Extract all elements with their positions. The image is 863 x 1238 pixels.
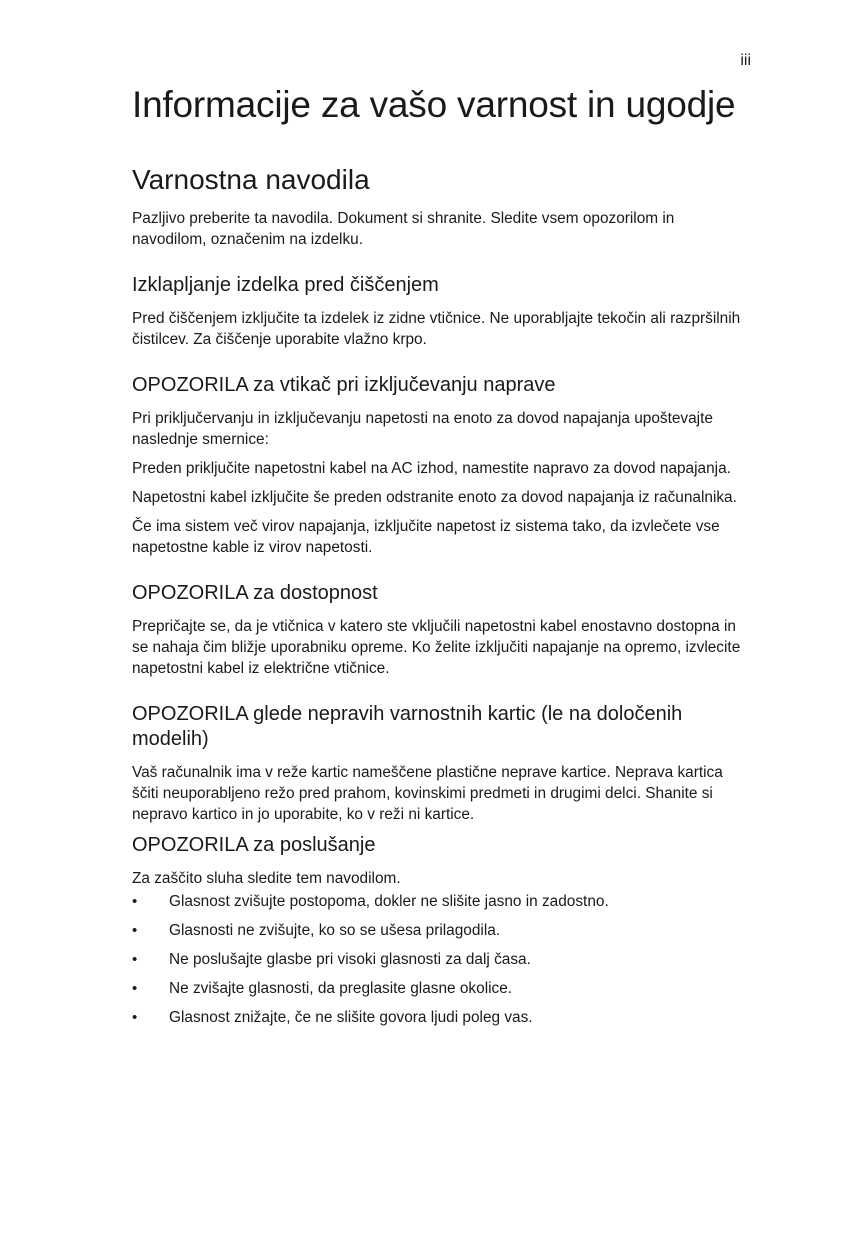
plug-warning-heading: OPOZORILA za vtikač pri izključevanju naprave	[132, 374, 556, 396]
list-item	[132, 949, 752, 970]
list-item-text: Glasnost zvišujte postopoma, dokler ne slišite jasno in zadostno.	[169, 893, 609, 910]
listening-section	[132, 833, 752, 1028]
plug-warning-paragraph: Preden priključite napetostni kabel na AC izhod, namestite napravo za dovod napajanja.	[132, 460, 731, 477]
bullet-icon: •	[132, 893, 138, 910]
plug-warning-paragraph: Pri priključervanju in izključevanju napetosti na enoto za dovod napajanja upoštevajte naslednje smernice:	[132, 410, 713, 448]
plug-warning-section	[132, 373, 752, 558]
listening-intro: Za zaščito sluha sledite tem navodilom.	[132, 870, 401, 887]
bullet-icon: •	[132, 980, 138, 997]
dummy-cards-heading: OPOZORILA glede nepravih varnostnih kartic (le na določenih modelih)	[132, 703, 683, 750]
accessibility-section	[132, 581, 752, 679]
cleaning-paragraph: Pred čiščenjem izključite ta izdelek iz zidne vtičnice. Ne uporabljajte tekočin ali razpršilnih čistilcev. Za čiščenje uporabite vlažno krpo.	[132, 310, 741, 348]
plug-warning-paragraph: Napetostni kabel izključite še preden odstranite enoto za dovod napajanja iz računalnika.	[132, 489, 737, 506]
list-item-text: Ne zvišajte glasnosti, da preglasite glasne okolice.	[169, 980, 513, 997]
list-item-text: Glasnost znižajte, če ne slišite govora ljudi poleg vas.	[169, 1009, 533, 1026]
bullet-icon: •	[132, 1009, 138, 1026]
listening-heading: OPOZORILA za poslušanje	[132, 834, 376, 856]
bullet-icon: •	[132, 922, 138, 939]
document-body	[132, 84, 752, 1051]
list-item	[132, 891, 752, 912]
dummy-cards-section	[132, 702, 752, 825]
cleaning-heading: Izklapljanje izdelka pred čiščenjem	[132, 274, 439, 296]
cleaning-section	[132, 273, 752, 350]
plug-warning-paragraph: Če ima sistem več virov napajanja, izključite napetost iz sistema tako, da izvlečete vse napetostne kable iz virov napetosti.	[132, 518, 720, 556]
safety-instructions-section	[132, 164, 752, 250]
page-title: Informacije za vašo varnost in ugodje	[132, 84, 736, 125]
page-number: iii	[740, 52, 751, 69]
bullet-icon: •	[132, 951, 138, 968]
accessibility-heading: OPOZORILA za dostopnost	[132, 582, 378, 604]
list-item-text: Ne poslušajte glasbe pri visoki glasnosti za dalj časa.	[169, 951, 531, 968]
dummy-cards-paragraph: Vaš računalnik ima v reže kartic nameščene plastične neprave kartice. Neprava kartica ščiti neuporabljeno režo pred prahom, kovinskimi predmeti in drugimi delci. Shanite si nepravo kartico in jo uporabite, ko v reži ni kartice.	[132, 764, 723, 823]
accessibility-paragraph: Prepričajte se, da je vtičnica v katero ste vključili napetostni kabel enostavno dostopna in se nahaja čim bližje uporabniku opreme. Ko želite izključiti napajanje na opremo, izvlecite napetostni kabel iz električne vtičnice.	[132, 618, 741, 677]
list-item-text: Glasnosti ne zvišujte, ko so se ušesa prilagodila.	[169, 922, 501, 939]
intro-paragraph: Pazljivo preberite ta navodila. Dokument si shranite. Sledite vsem opozorilom in navodilom, označenim na izdelku.	[132, 210, 675, 248]
list-item	[132, 978, 752, 999]
list-item	[132, 920, 752, 941]
section-heading: Varnostna navodila	[132, 164, 370, 195]
list-item	[132, 1007, 752, 1028]
listening-bullet-list	[132, 891, 752, 1028]
